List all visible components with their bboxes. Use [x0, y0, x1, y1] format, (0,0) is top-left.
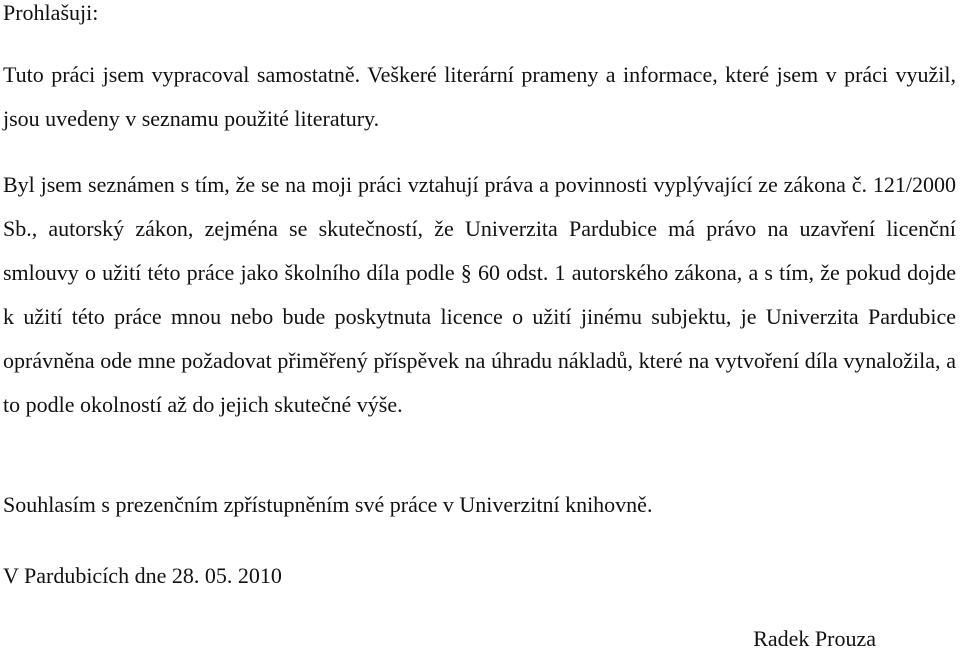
date-line: V Pardubicích dne 28. 05. 2010 [3, 563, 282, 588]
author-signature: Radek Prouza [753, 626, 876, 651]
paragraph-library-consent: Souhlasím s prezenčním zpřístupněním své práce v Univerzitní knihovně. [3, 492, 653, 517]
declaration-heading: Prohlašuji: [3, 0, 99, 25]
paragraph-independent-work: Tuto práci jsem vypracoval samostatně. Veškeré literární prameny a informace, které jsem v práci využil, jsou uvedeny v seznamu použité literatury. [3, 62, 956, 131]
paragraph-copyright-law: Byl jsem seznámen s tím, že se na moji práci vztahují práva a povinnosti vyplývající ze zákona č. 121/2000 Sb., autorský zákon, zejména se skutečností, že Univerzita Pardubice má právo na uzavření licenční smlouvy o užití této práce jako školního díla podle § 60 odst. 1 autorského zákona, a s tím, že pokud dojde k užití této práce mnou nebo bude poskytnuta licence o užití jinému subjektu, je Univerzita Pardubice oprávněna ode mne požadovat přiměřený příspěvek na úhradu nákladů, které na vytvoření díla vynaložila, a to podle okolností až do jejich skutečné výše. [3, 172, 956, 417]
